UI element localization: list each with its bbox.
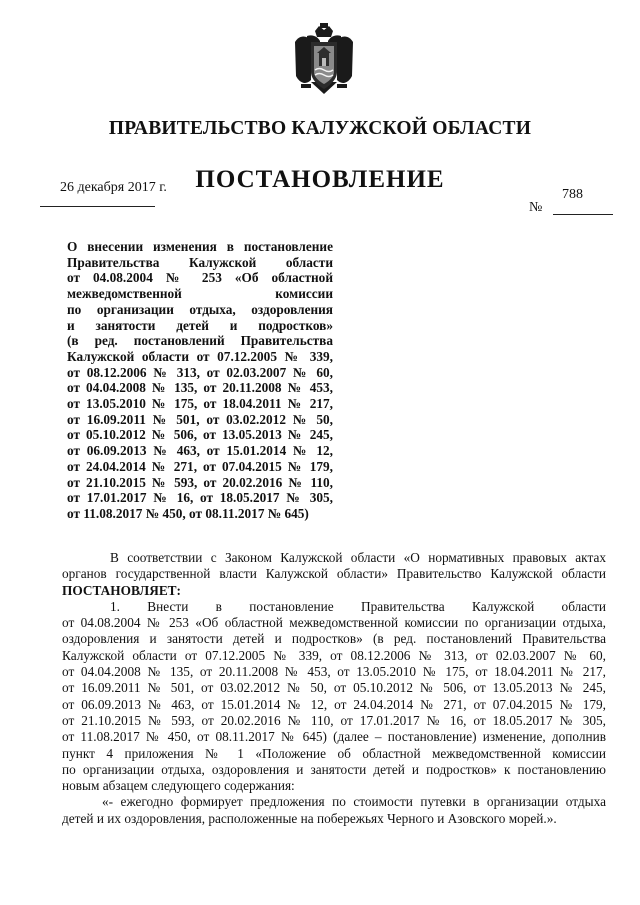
number-label: № [529,200,543,215]
item1-line: оздоровления и занятости детей и подростков» (в ред. постановлений Правительства [62,631,606,647]
title-line: Калужской области от 07.12.2005 № 339, [67,348,333,364]
title-line: от 13.05.2010 № 175, от 18.04.2011 № 217, [67,396,333,412]
title-line: О внесении изменения в постановление [67,239,333,254]
title-line: Правительства Калужской области [67,254,333,270]
title-line: от 08.12.2006 № 313, от 02.03.2007 № 60, [67,364,333,380]
item1-line: новым абзацем следующего содержания: [62,778,295,794]
item1-line: 1. Внести в постановление Правительства Калужской области [110,598,606,614]
title-line: межведомственной комиссии [67,286,333,302]
quote-line: детей и их оздоровления, расположенные на побережьях Черного и Азовского морей.». [62,810,557,826]
coat-of-arms-icon [293,22,355,100]
title-line: от 11.08.2017 № 450, от 08.11.2017 № 645) [67,505,309,521]
document-body [62,550,606,827]
item1-line: Калужской области от 07.12.2005 № 339, от 08.12.2006 № 313, от 02.03.2007 № 60, [62,647,606,663]
title-line: по организации отдыха, оздоровления [67,301,333,317]
item1-line: от 06.09.2013 № 463, от 15.01.2014 № 12, от 24.04.2014 № 271, от 07.04.2015 № 179, [62,696,606,712]
title-line: от 16.09.2011 № 501, от 03.02.2012 № 50, [67,411,333,427]
title-line: от 06.09.2013 № 463, от 15.01.2014 № 12, [67,443,333,459]
title-line: (в ред. постановлений Правительства [67,333,333,349]
date-underline [40,206,155,207]
preamble-line: В соответствии с Законом Калужской области «О нормативных правовых актах [110,550,606,565]
item1-line: от 04.04.2008 № 135, от 20.11.2008 № 453, от 13.05.2010 № 175, от 18.04.2011 № 217, [62,664,606,680]
item1-line: от 21.10.2015 № 593, от 20.02.2016 № 110, от 17.01.2017 № 16, от 18.05.2017 № 305, [62,712,606,728]
title-line: от 04.08.2004 № 253 «Об областной [67,270,333,286]
title-line: от 21.10.2015 № 593, от 20.02.2016 № 110, [67,474,333,490]
document-number: 788 [562,187,583,202]
title-line: от 17.01.2017 № 16, от 18.05.2017 № 305, [67,490,333,506]
item1-line: по организации отдыха, оздоровления и занятости детей и подростков» к постановлению [62,761,606,777]
item1-line: от 11.08.2017 № 450, от 08.11.2017 № 645) (далее – постановление) изменение, дополнив [62,729,606,745]
item1-line: пункт 4 приложения № 1 «Положение об областной межведомственной комиссии [62,745,606,761]
number-underline [553,214,613,215]
resolves-heading: ПОСТАНОВЛЯЕТ: [62,582,181,598]
item1-line: от 04.08.2004 № 253 «Об областной межведомственной комиссии по организации отдыха, [62,615,606,631]
title-line: от 24.04.2014 № 271, от 07.04.2015 № 179, [67,458,333,474]
document-date: 26 декабря 2017 г. [60,180,167,195]
title-line: от 05.10.2012 № 506, от 13.05.2013 № 245, [67,427,333,443]
quote-line: «- ежегодно формирует предложения по стоимости путевки в организации отдыха [102,794,606,810]
document-type-heading: ПОСТАНОВЛЕНИЕ [195,166,445,193]
resolution-title [67,239,333,522]
preamble-line: органов государственной власти Калужской области» Правительство Калужской области [62,566,606,582]
title-line: и занятости детей и подростков» [67,317,333,333]
title-line: от 04.04.2008 № 135, от 20.11.2008 № 453, [67,380,333,396]
organization-heading: ПРАВИТЕЛЬСТВО КАЛУЖСКОЙ ОБЛАСТИ [108,118,532,139]
item1-line: от 16.09.2011 № 501, от 03.02.2012 № 50, от 05.10.2012 № 506, от 13.05.2013 № 245, [62,680,606,696]
